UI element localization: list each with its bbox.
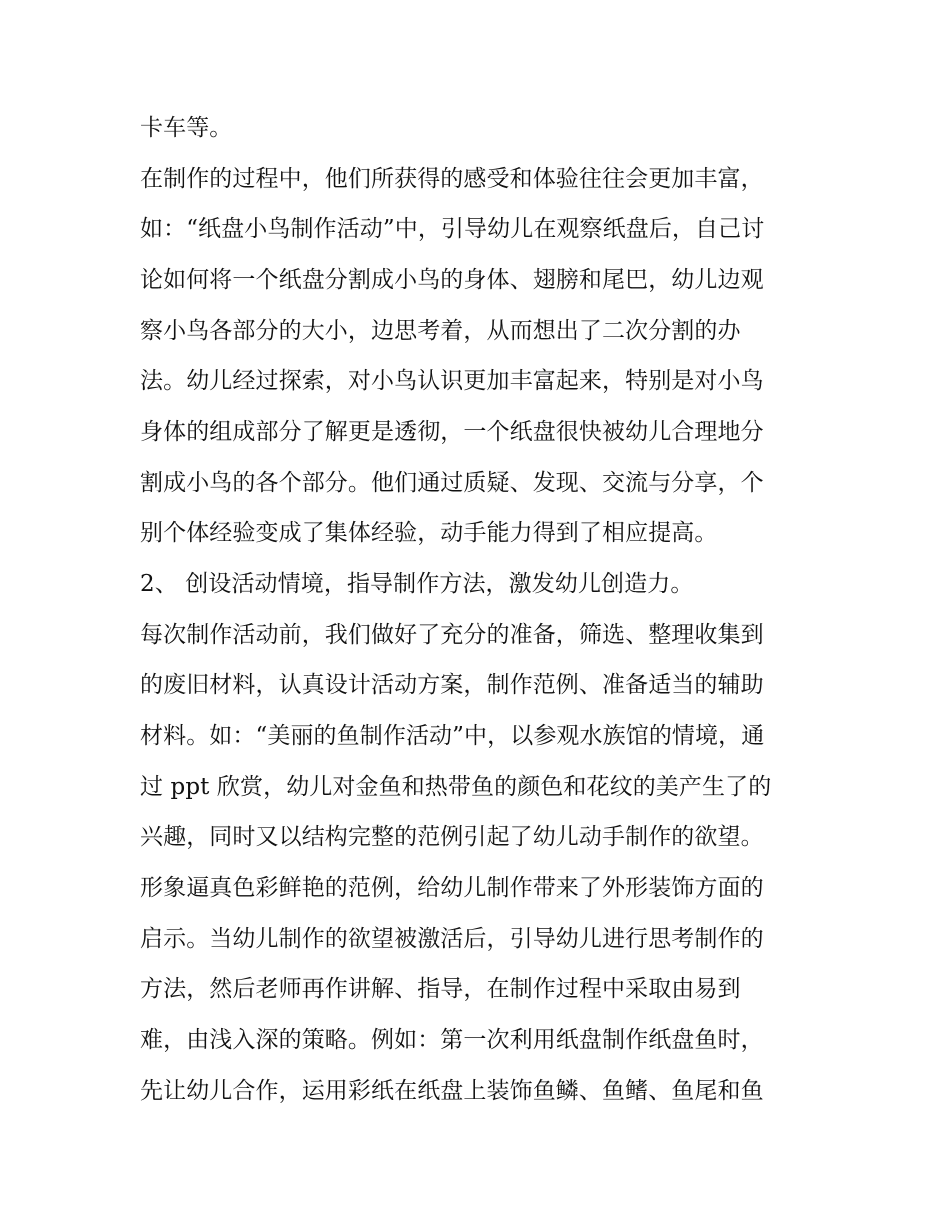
- text-line: 启示。当幼儿制作的欲望被激活后，引导幼儿进行思考制作的: [140, 926, 764, 952]
- text-line: 过 ppt 欣赏，幼儿对金鱼和热带鱼的颜色和花纹的美产生了的: [140, 774, 772, 800]
- text-line: 方法，然后老师再作讲解、指导，在制作过程中采取由易到: [140, 976, 741, 1002]
- text-line: 法。幼儿经过探索，对小鸟认识更加丰富起来，特别是对小鸟: [140, 368, 764, 394]
- text-line: 别个体经验变成了集体经验，动手能力得到了相应提高。: [140, 520, 718, 546]
- section-heading: 2、 创设活动情境，指导制作方法，激发幼儿创造力。: [140, 571, 694, 597]
- text-line: 在制作的过程中，他们所获得的感受和体验往往会更加丰富，: [140, 166, 764, 192]
- text-line: 如：“纸盘小鸟制作活动”中，引导幼儿在观察纸盘后，自己讨: [140, 216, 765, 242]
- text-line: 割成小鸟的各个部分。他们通过质疑、发现、交流与分享，个: [140, 470, 764, 496]
- text-line: 每次制作活动前，我们做好了充分的准备，筛选、整理收集到: [140, 622, 764, 648]
- text-line: 先让幼儿合作，运用彩纸在纸盘上装饰鱼鳞、鱼鳍、鱼尾和鱼: [140, 1078, 764, 1104]
- text-line: 卡车等。: [140, 115, 233, 141]
- text-line: 难，由浅入深的策略。例如：第一次利用纸盘制作纸盘鱼时，: [140, 1027, 764, 1053]
- text-line: 兴趣，同时又以结构完整的范例引起了幼儿动手制作的欲望。: [140, 824, 764, 850]
- text-line: 形象逼真色彩鲜艳的范例，给幼儿制作带来了外形装饰方面的: [140, 875, 764, 901]
- text-line: 察小鸟各部分的大小，边思考着，从而想出了二次分割的办: [140, 318, 741, 344]
- text-line: 身体的组成部分了解更是透彻，一个纸盘很快被幼儿合理地分: [140, 419, 764, 445]
- text-line: 的废旧材料，认真设计活动方案，制作范例、准备适当的辅助: [140, 672, 764, 698]
- text-line: 材料。如：“美丽的鱼制作活动”中，以参观水族馆的情境，通: [140, 723, 765, 749]
- text-line: 论如何将一个纸盘分割成小鸟的身体、翅膀和尾巴，幼儿边观: [140, 267, 764, 293]
